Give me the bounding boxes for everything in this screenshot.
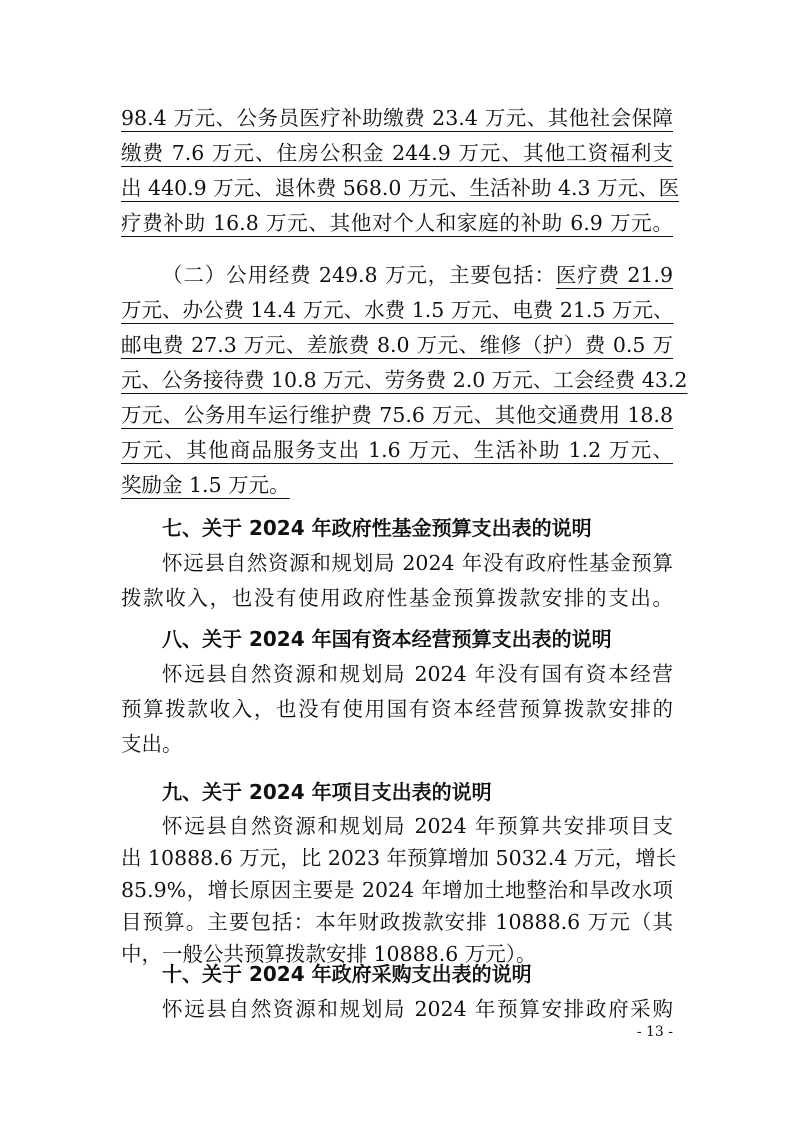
text-line: 奖励金 1.5 万元。 — [121, 473, 290, 497]
text-line — [121, 258, 673, 293]
text-line: 元、公务接待费 10.8 万元、劳务费 2.0 万元、工会经费 43.2 — [121, 368, 688, 392]
text-line: 85.9%，增长原因主要是 2024 年增加土地整治和旱改水项 — [121, 878, 673, 902]
section-8 — [121, 622, 673, 762]
public-expense-intro: （二）公用经费 249.8 万元，主要包括： — [162, 263, 556, 287]
section-heading: 九、关于 2024 年项目支出表的说明 — [162, 780, 492, 804]
text-line: 怀远县自然资源和规划局 2024 年没有政府性基金预算 — [162, 551, 673, 575]
personal-expense-paragraph — [121, 101, 680, 241]
text-line: 拨款收入，也没有使用政府性基金预算拨款安排的支出。 — [121, 586, 673, 610]
text-line: 邮电费 27.3 万元、差旅费 8.0 万元、维修（护）费 0.5 万 — [121, 333, 673, 357]
text-line: 万元、办公费 14.4 万元、水费 1.5 万元、电费 21.5 万元、 — [121, 298, 674, 322]
text-line: 怀远县自然资源和规划局 2024 年没有国有资本经营 — [162, 662, 673, 686]
section-9 — [121, 775, 677, 970]
text-line: 目预算。主要包括：本年财政拨款安排 10888.6 万元（其 — [121, 910, 673, 934]
text-line: 疗费补助 16.8 万元、其他对个人和家庭的补助 6.9 万元。 — [121, 211, 673, 235]
text-line: 预算拨款收入，也没有使用国有资本经营预算拨款安排的 — [121, 697, 673, 721]
text-line: 中，一般公共预算拨款安排 10888.6 万元）。 — [121, 942, 537, 966]
text-line: 万元、公务用车运行维护费 75.6 万元、其他交通费用 18.8 — [121, 403, 673, 427]
section-10 — [121, 957, 673, 1027]
public-expense-first-item: 医疗费 21.9 — [555, 263, 673, 287]
section-heading: 七、关于 2024 年政府性基金预算支出表的说明 — [162, 516, 592, 540]
text-line: 98.4 万元、公务员医疗补助缴费 23.4 万元、其他社会保障 — [121, 106, 673, 130]
text-line: 缴费 7.6 万元、住房公积金 244.9 万元、其他工资福利支 — [121, 141, 673, 165]
section-heading: 十、关于 2024 年政府采购支出表的说明 — [162, 962, 532, 986]
text-line: 出 10888.6 万元，比 2023 年预算增加 5032.4 万元，增长 — [121, 846, 677, 870]
text-line: 支出。 — [121, 732, 183, 756]
text-line: 出 440.9 万元、退休费 568.0 万元、生活补助 4.3 万元、医 — [121, 176, 680, 200]
section-heading: 八、关于 2024 年国有资本经营预算支出表的说明 — [162, 627, 612, 651]
text-line: 万元、其他商品服务支出 1.6 万元、生活补助 1.2 万元、 — [121, 438, 673, 462]
section-7 — [121, 511, 673, 616]
page-number: - 13 - — [636, 1024, 673, 1040]
public-expense-paragraph — [121, 258, 688, 503]
text-line: 怀远县自然资源和规划局 2024 年预算安排政府采购 — [162, 997, 673, 1021]
text-line: 怀远县自然资源和规划局 2024 年预算共安排项目支 — [162, 814, 673, 838]
